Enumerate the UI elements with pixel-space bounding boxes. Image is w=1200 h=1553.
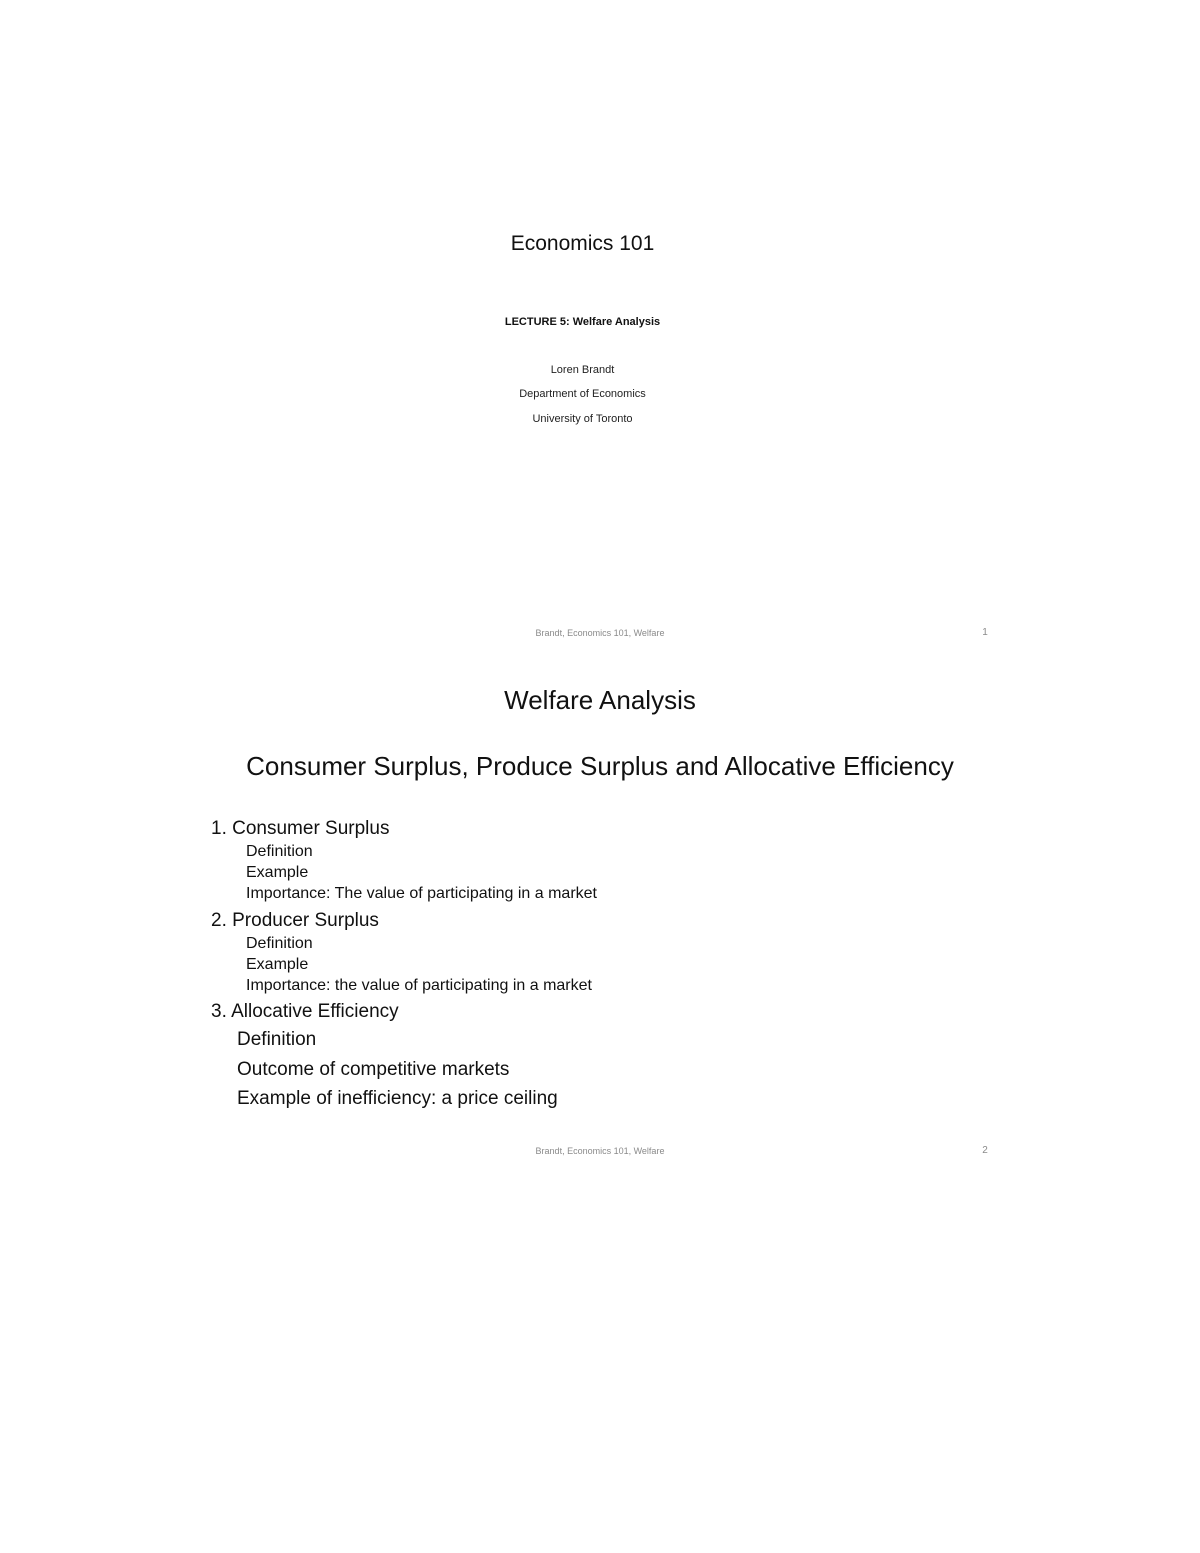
outline-subitem: Importance: the value of participating in a market bbox=[246, 977, 592, 994]
slide1-footer: Brandt, Economics 101, Welfare bbox=[535, 628, 665, 638]
slide2-footer: Brandt, Economics 101, Welfare bbox=[535, 1146, 665, 1156]
outline-subitem: Outcome of competitive markets bbox=[237, 1059, 510, 1080]
outline-item-allocative-efficiency: 3. Allocative Efficiency bbox=[211, 1001, 399, 1022]
slide1-department: Department of Economics bbox=[519, 388, 646, 400]
outline-subitem: Example bbox=[246, 956, 309, 973]
outline-item-consumer-surplus: 1. Consumer Surplus bbox=[211, 818, 390, 839]
outline-subitem: Definition bbox=[246, 843, 313, 860]
outline-item-producer-surplus: 2. Producer Surplus bbox=[211, 910, 379, 931]
slide2-subtitle: Consumer Surplus, Produce Surplus and Allocative Efficiency bbox=[246, 751, 954, 781]
outline-subitem: Example bbox=[246, 864, 309, 881]
slide2-page-number: 2 bbox=[982, 1145, 988, 1156]
slide1-title: Economics 101 bbox=[510, 232, 655, 255]
outline-subitem: Example of inefficiency: a price ceiling bbox=[237, 1088, 558, 1109]
slide1-lecture-label: LECTURE 5: Welfare Analysis bbox=[504, 316, 661, 328]
slide2-title: Welfare Analysis bbox=[504, 685, 696, 715]
slide1-author: Loren Brandt bbox=[550, 364, 615, 376]
outline-subitem: Importance: The value of participating in a market bbox=[246, 885, 597, 902]
outline-subitem: Definition bbox=[237, 1029, 317, 1050]
slide1-university: University of Toronto bbox=[532, 413, 633, 425]
slide1-page-number: 1 bbox=[982, 627, 988, 638]
outline-subitem: Definition bbox=[246, 935, 313, 952]
